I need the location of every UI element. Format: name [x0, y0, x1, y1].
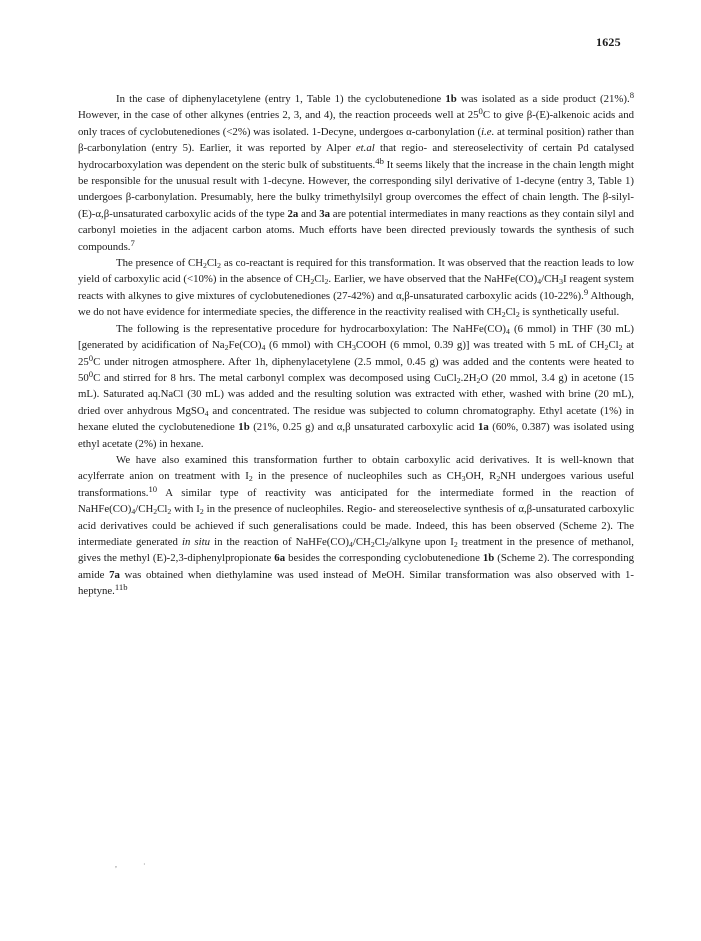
subscript: 2 — [203, 261, 207, 270]
subscript: 4 — [261, 343, 266, 353]
text-run: .2H — [460, 371, 477, 384]
text-run: However, in the case of other alkynes (entries 2, 3, and 4), the reaction proceeds well at 25 — [78, 109, 479, 122]
subscript: 2 — [604, 343, 609, 353]
text-run: 1a — [477, 421, 489, 434]
subscript: 2 — [476, 375, 481, 385]
text-run: The following is the representative procedure for hydrocarboxylation: The NaHFe(CO) — [116, 322, 507, 335]
text-run: Cl — [157, 503, 168, 516]
page-number: 1625 — [596, 35, 621, 49]
subscript: 2 — [384, 539, 389, 549]
body-text — [78, 91, 634, 600]
text-run: was isolated as a side product (21%). — [456, 93, 630, 105]
text-run: that regio- and stereoselectivity of certain Pd catalysed hydrocarboxylation was dependent on the steric bulk of substituents. — [78, 142, 634, 171]
subscript: 2 — [217, 261, 221, 270]
text-run: /CH — [541, 273, 560, 286]
superscript: 10 — [148, 483, 158, 494]
text-run: 2a — [287, 207, 299, 220]
subscript: 2 — [618, 343, 623, 353]
text-run: We have also examined this transformation further to obtain carboxylic acid derivatives. It is well-known that acylferrate anion on treatment with I — [78, 453, 634, 483]
text-run: 1b — [445, 93, 457, 105]
text-run: Cl — [374, 535, 385, 548]
text-run: NH undergoes various useful transformations. — [78, 470, 635, 499]
paragraph — [78, 452, 634, 600]
subscript: 2 — [199, 507, 204, 517]
text-run: OH, R — [465, 470, 497, 483]
text-run: Although, we do not have evidence for intermediate species, the difference in the reactivity realised with CH — [78, 289, 634, 319]
subscript: 2 — [324, 277, 329, 287]
text-run: (60%, 0.387) was isolated using ethyl acetate (2%) in hexane. — [78, 421, 634, 450]
text-run: I reagent system reacts with alkynes to give mixtures of cyclobutenediones (27-42%) and α,β-unsaturated carboxylic acids (10-22%). — [78, 273, 634, 302]
text-run: . Earlier, we have observed that the NaHFe(CO) — [328, 273, 538, 286]
text-run: C and stirred for 8 hrs. The metal carbonyl complex was decomposed using CuCl — [93, 371, 457, 384]
subscript: 4 — [348, 539, 353, 549]
text-run: et.al — [355, 142, 375, 155]
subscript: 2 — [310, 277, 315, 287]
paragraph — [78, 255, 634, 321]
text-run: 1b — [482, 552, 495, 565]
subscript: 4 — [131, 507, 136, 517]
text-run: as co-reactant is required for this transformation. It was observed that the reaction leads to low yield of carboxylic acid (<10%) in the absence of CH — [78, 257, 635, 286]
text-run: A similar type of reactivity was anticipated for the intermediate formed in the reaction of NaHFe(CO) — [78, 486, 634, 516]
text-run: Cl — [314, 273, 325, 286]
superscript: 11b — [114, 582, 128, 593]
subscript: 2 — [248, 474, 253, 484]
subscript: 2 — [453, 539, 458, 549]
subscript: 3 — [461, 474, 466, 484]
text-run: Cl — [206, 257, 218, 270]
superscript: 0 — [88, 352, 94, 363]
text-run: at 25 — [78, 339, 634, 368]
text-run: O (20 mmol, 3.4 g) in acetone (15 mL). Saturated aq.NaCl (30 mL) was added and the resulting solution was extracted with ether, washed with brine (20 mL), dried over anhydrous MgSO — [78, 371, 634, 417]
text-run: COOH (6 mmol, 0.39 g)] was treated with 5 mL of CH — [355, 339, 605, 352]
text-run: 3a — [319, 207, 331, 220]
subscript: 2 — [370, 539, 375, 549]
text-run: are potential intermediates in many reactions as they contain silyl and carbonyl moieties in the adjacent carbon atoms. Much efforts have been directed previously towards the synthesis of such compounds. — [78, 207, 634, 253]
text-run: treatment in the presence of methanol, gives the methyl (E)-2,3-diphenylpropionate — [78, 535, 634, 565]
text-run: in the presence of nucleophiles such as CH — [252, 470, 462, 483]
paragraph — [78, 321, 634, 452]
subscript: 3 — [352, 343, 356, 353]
subscript: 2 — [167, 507, 172, 517]
text-run: (Scheme 2). The corresponding amide — [78, 552, 634, 581]
text-run: /CH — [135, 503, 154, 516]
text-run: in situ — [182, 535, 211, 548]
text-run: with I — [171, 503, 200, 516]
text-run: The presence of CH — [116, 257, 204, 270]
superscript: 8 — [629, 90, 635, 101]
subscript: 4 — [204, 408, 209, 418]
text-run: is synthetically useful. — [519, 306, 620, 319]
subscript: 4 — [537, 277, 542, 287]
text-run: C to give β-(E)-alkenoic acids and only traces of cyclobutenediones (<2%) was isolated. 1-Decyne, undergoes α-carbonylation ( — [78, 109, 634, 138]
text-run: besides the corresponding cyclobutenedione — [285, 552, 483, 565]
subscript: 2 — [224, 343, 229, 353]
subscript: 4 — [506, 326, 510, 336]
paragraph — [78, 91, 634, 255]
text-run: (6 mmol) with CH — [265, 339, 352, 352]
text-run: Cl — [505, 306, 516, 319]
text-run: In the case of diphenylacetylene (entry 1, Table 1) the cyclobutenedione — [116, 93, 446, 105]
superscript: 4b — [375, 155, 384, 166]
scan-specks: , · — [115, 860, 146, 869]
subscript: 2 — [501, 310, 506, 320]
subscript: 2 — [496, 474, 501, 484]
text-run: in the reaction of NaHFe(CO) — [210, 535, 349, 548]
superscript: 0 — [88, 369, 94, 380]
text-run: and concentrated. The residue was subjected to column chromatography. Ethyl acetate (1%) in hexane eluted the cyclobutenedione — [78, 404, 635, 434]
text-run: /CH — [352, 535, 371, 548]
text-run: Cl — [608, 339, 619, 352]
subscript: 3 — [559, 277, 563, 287]
text-run: and — [298, 207, 320, 220]
text-run: 7a — [109, 568, 120, 581]
text-run: was obtained when diethylamine was used instead of MeOH. Similar transformation was also observed with 1-heptyne. — [78, 568, 634, 598]
text-run: Fe(CO) — [228, 339, 262, 352]
text-run: (6 mmol) in THF (30 mL) [generated by acidification of Na — [78, 322, 634, 352]
text-run: C under nitrogen atmosphere. After 1h, diphenylacetylene (2.5 mmol, 0.45 g) was added and the contents were heated to 50 — [78, 355, 634, 384]
text-run: 1b — [238, 421, 250, 434]
superscript: 7 — [130, 237, 135, 248]
text-run: i.e. — [481, 125, 495, 138]
text-run: 6a — [274, 552, 286, 565]
text-run: in the presence of nucleophiles. Regio- and stereoselective synthesis of α,β-unsaturated carboxylic acid derivatives could be achieved if such generalisations could be made. Indeed, this has been observed (Scheme 2). The intermediate generated — [78, 503, 634, 548]
text-run: at terminal position) rather than β-carbonylation (entry 5). Earlier, it was reported by Alper — [78, 125, 634, 155]
text-run: (21%, 0.25 g) and α,β unsaturated carboxylic acid — [249, 421, 478, 434]
superscript: 9 — [583, 287, 589, 297]
superscript: 0 — [478, 106, 483, 117]
subscript: 2 — [515, 310, 520, 320]
text-run: It seems likely that the increase in the chain length might be responsible for the unusual result with 1-decyne. However, the corresponding silyl derivative of 1-decyne (entry 3, Table 1) undergoes β-carbonylation. Presumably, here the bulky trimethylsilyl group overcomes the effect of chain length. The β-silyl-(E)-α,β-unsaturated carboxylic acids of the type — [78, 158, 634, 220]
text-run: /alkyne upon I — [388, 535, 454, 548]
subscript: 2 — [153, 507, 158, 517]
subscript: 2 — [456, 375, 461, 385]
